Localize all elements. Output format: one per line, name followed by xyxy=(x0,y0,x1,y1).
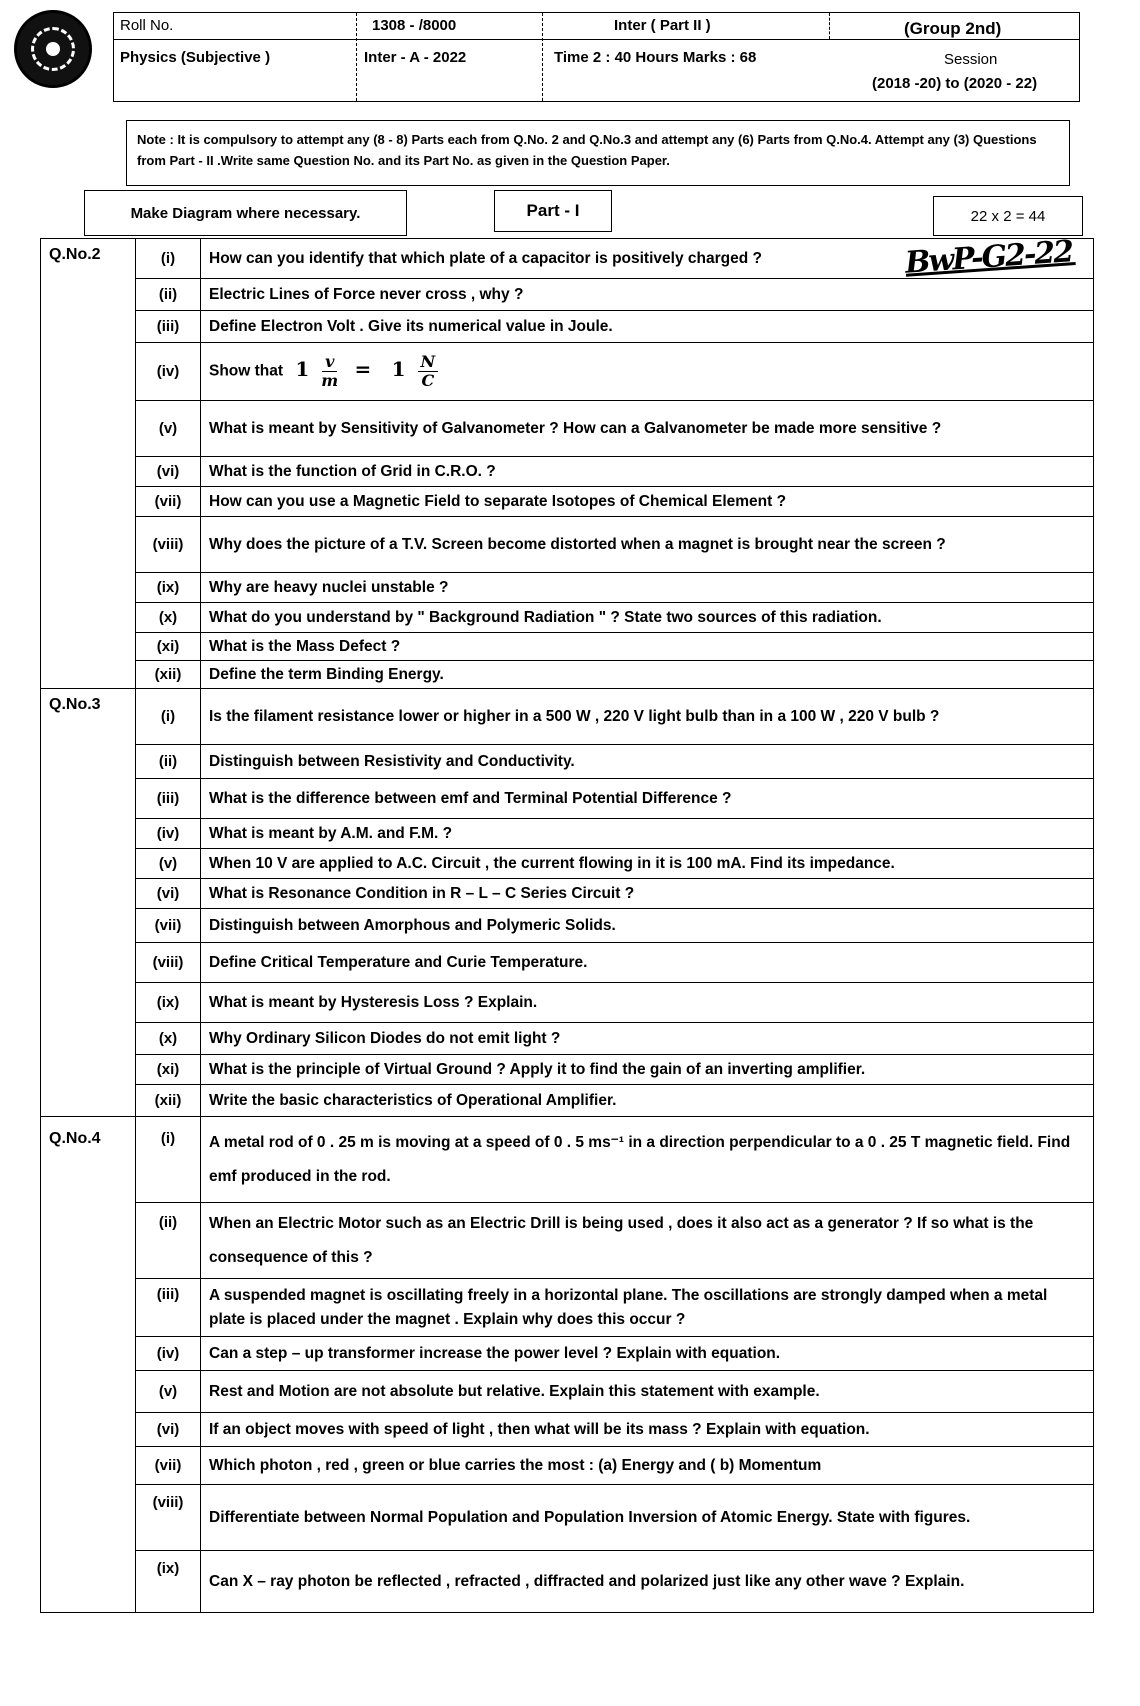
question-text: How can you use a Magnetic Field to separate Isotopes of Chemical Element ? xyxy=(201,487,1094,517)
part-number: (viii) xyxy=(136,517,201,573)
part-number: (vi) xyxy=(136,1413,201,1447)
question-text: What is the difference between emf and Terminal Potential Difference ? xyxy=(201,779,1094,819)
class-label: Inter ( Part II ) xyxy=(614,17,711,34)
header-col-divider xyxy=(356,13,357,101)
part-number: (v) xyxy=(136,1371,201,1413)
question-row xyxy=(41,633,1094,661)
question-text: Which photon , red , green or blue carries the most : (a) Energy and ( b) Momentum xyxy=(201,1447,1094,1485)
diagram-note: Make Diagram where necessary. xyxy=(84,190,407,236)
exam-header xyxy=(113,12,1080,102)
part-number: (i) xyxy=(136,239,201,279)
part-number: (viii) xyxy=(136,1485,201,1551)
question-row xyxy=(41,401,1094,457)
question-text: A metal rod of 0 . 25 m is moving at a speed of 0 . 5 ms⁻¹ in a direction perpendicular to a 0 . 25 T magnetic field. Find emf produced in the rod. xyxy=(201,1117,1094,1203)
frac-den: C xyxy=(421,371,435,390)
question-row xyxy=(41,517,1094,573)
marks-label: 22 x 2 = 44 xyxy=(933,196,1083,236)
question-row xyxy=(41,689,1094,745)
question-row xyxy=(41,1371,1094,1413)
question-text: What is the principle of Virtual Ground ? Apply it to find the gain of an inverting amplifier. xyxy=(201,1055,1094,1085)
part-number: (ix) xyxy=(136,983,201,1023)
question-row xyxy=(41,1023,1094,1055)
math-one: 1 xyxy=(391,356,406,381)
question-text: A suspended magnet is oscillating freely in a horizontal plane. The oscillations are strongly damped when a metal plate is placed under the magnet . Explain why does this occur ? xyxy=(201,1279,1094,1337)
part-number: (xii) xyxy=(136,661,201,689)
question-text: If an object moves with speed of light , then what will be its mass ? Explain with equation. xyxy=(201,1413,1094,1447)
question-text: Define the term Binding Energy. xyxy=(201,661,1094,689)
session-label: Session xyxy=(944,51,998,68)
subject-label: Physics (Subjective ) xyxy=(120,49,271,66)
question-text: What is the Mass Defect ? xyxy=(201,633,1094,661)
math-equals: = xyxy=(354,356,372,381)
time-marks: Time 2 : 40 Hours Marks : 68 xyxy=(554,49,757,66)
part-number: (vi) xyxy=(136,457,201,487)
part-number: (xi) xyxy=(136,633,201,661)
question-row xyxy=(41,909,1094,943)
q2-label: Q.No.2 xyxy=(41,239,136,689)
question-text: Can X – ray photon be reflected , refracted , diffracted and polarized just like any other wave ? Explain. xyxy=(201,1551,1094,1613)
part-number: (ix) xyxy=(136,1551,201,1613)
question-text: Can a step – up transformer increase the power level ? Explain with equation. xyxy=(201,1337,1094,1371)
question-row xyxy=(41,343,1094,401)
question-text: How can you identify that which plate of a capacitor is positively charged ? xyxy=(201,239,1094,279)
part-number: (x) xyxy=(136,603,201,633)
question-text xyxy=(201,343,1094,401)
question-text: What is meant by A.M. and F.M. ? xyxy=(201,819,1094,849)
frac-num: v xyxy=(322,353,337,372)
question-text: When an Electric Motor such as an Electric Drill is being used , does it also act as a generator ? If so what is the consequence of this ? xyxy=(201,1203,1094,1279)
question-text: Rest and Motion are not absolute but relative. Explain this statement with example. xyxy=(201,1371,1094,1413)
question-text: Why are heavy nuclei unstable ? xyxy=(201,573,1094,603)
part-number: (vi) xyxy=(136,879,201,909)
question-row xyxy=(41,1055,1094,1085)
paper-code: 1308 - /8000 xyxy=(372,17,457,34)
question-text: Is the filament resistance lower or higher in a 500 W , 220 V light bulb than in a 100 W , 220 V bulb ? xyxy=(201,689,1094,745)
part-number: (v) xyxy=(136,849,201,879)
question-text: Define Electron Volt . Give its numerical value in Joule. xyxy=(201,311,1094,343)
question-row xyxy=(41,983,1094,1023)
part-number: (vii) xyxy=(136,487,201,517)
part-number: (ix) xyxy=(136,573,201,603)
question-row xyxy=(41,573,1094,603)
question-text: What is meant by Hysteresis Loss ? Explain. xyxy=(201,983,1094,1023)
question-row xyxy=(41,1117,1094,1203)
question-row xyxy=(41,849,1094,879)
exam-label: Inter - A - 2022 xyxy=(364,49,467,66)
question-row xyxy=(41,1203,1094,1279)
part-number: (x) xyxy=(136,1023,201,1055)
show-that-text: Show that xyxy=(209,362,284,380)
signature-text: BwP-G2-22 xyxy=(903,234,1074,281)
part-number: (v) xyxy=(136,401,201,457)
question-text: Differentiate between Normal Population and Population Inversion of Atomic Energy. State with figures. xyxy=(201,1485,1094,1551)
question-row xyxy=(41,1485,1094,1551)
question-row xyxy=(41,239,1094,279)
question-row xyxy=(41,1279,1094,1337)
part-number: (xii) xyxy=(136,1085,201,1117)
board-logo xyxy=(14,10,92,88)
frac-den: m xyxy=(321,371,339,390)
question-row xyxy=(41,1085,1094,1117)
question-row xyxy=(41,819,1094,849)
question-text: What do you understand by " Background Radiation " ? State two sources of this radiation. xyxy=(201,603,1094,633)
part-number: (iii) xyxy=(136,311,201,343)
question-row xyxy=(41,457,1094,487)
part-number: (vii) xyxy=(136,1447,201,1485)
question-text: Distinguish between Resistivity and Conductivity. xyxy=(201,745,1094,779)
part-number: (iv) xyxy=(136,1337,201,1371)
question-row xyxy=(41,279,1094,311)
part-number: (iii) xyxy=(136,1279,201,1337)
question-text: Electric Lines of Force never cross , why ? xyxy=(201,279,1094,311)
question-row xyxy=(41,1447,1094,1485)
question-text: Distinguish between Amorphous and Polymeric Solids. xyxy=(201,909,1094,943)
question-text: When 10 V are applied to A.C. Circuit , the current flowing in it is 100 mA. Find its impedance. xyxy=(201,849,1094,879)
part-number: (vii) xyxy=(136,909,201,943)
part-label: Part - I xyxy=(494,190,612,232)
session-years: (2018 -20) to (2020 - 22) xyxy=(872,75,1038,92)
question-row xyxy=(41,661,1094,689)
part-number: (iv) xyxy=(136,819,201,849)
question-text: What is Resonance Condition in R – L – C Series Circuit ? xyxy=(201,879,1094,909)
part-number: (viii) xyxy=(136,943,201,983)
question-text: What is meant by Sensitivity of Galvanometer ? How can a Galvanometer be made more sensitive ? xyxy=(201,401,1094,457)
part-number: (ii) xyxy=(136,279,201,311)
question-text: Write the basic characteristics of Operational Amplifier. xyxy=(201,1085,1094,1117)
q3-label: Q.No.3 xyxy=(41,689,136,1117)
question-row xyxy=(41,1413,1094,1447)
header-col-divider xyxy=(542,13,543,101)
q4-label: Q.No.4 xyxy=(41,1117,136,1613)
question-row xyxy=(41,1337,1094,1371)
question-row xyxy=(41,779,1094,819)
part-number: (i) xyxy=(136,1117,201,1203)
question-row xyxy=(41,1551,1094,1613)
logo-center xyxy=(46,42,60,56)
part-number: (iii) xyxy=(136,779,201,819)
question-row xyxy=(41,487,1094,517)
part-number: (xi) xyxy=(136,1055,201,1085)
question-text: What is the function of Grid in C.R.O. ? xyxy=(201,457,1094,487)
question-text: Why Ordinary Silicon Diodes do not emit light ? xyxy=(201,1023,1094,1055)
question-row xyxy=(41,943,1094,983)
frac-num: N xyxy=(418,353,439,372)
question-text: Why does the picture of a T.V. Screen become distorted when a magnet is brought near the screen ? xyxy=(201,517,1094,573)
questions-table xyxy=(40,238,1094,1613)
group-label: (Group 2nd) xyxy=(904,19,1002,38)
header-col-divider xyxy=(829,13,830,39)
header-divider xyxy=(114,39,1080,40)
fraction-v-over-m xyxy=(321,353,338,390)
question-row xyxy=(41,603,1094,633)
question-row xyxy=(41,879,1094,909)
roll-no-label: Roll No. xyxy=(120,17,174,34)
part-number: (i) xyxy=(136,689,201,745)
question-row xyxy=(41,311,1094,343)
part-number: (iv) xyxy=(136,343,201,401)
part-number: (ii) xyxy=(136,745,201,779)
instructions-note: Note : It is compulsory to attempt any (8 - 8) Parts each from Q.No. 2 and Q.No.3 and attempt any (6) Parts from Q.No.4. Attempt any (3) Questions from Part - II .Write same Question No. and its Part No. as given in the Question Paper. xyxy=(126,120,1070,186)
part-number: (ii) xyxy=(136,1203,201,1279)
question-row xyxy=(41,745,1094,779)
question-text: Define Critical Temperature and Curie Temperature. xyxy=(201,943,1094,983)
fraction-n-over-c xyxy=(418,353,439,390)
math-one: 1 xyxy=(295,356,310,381)
